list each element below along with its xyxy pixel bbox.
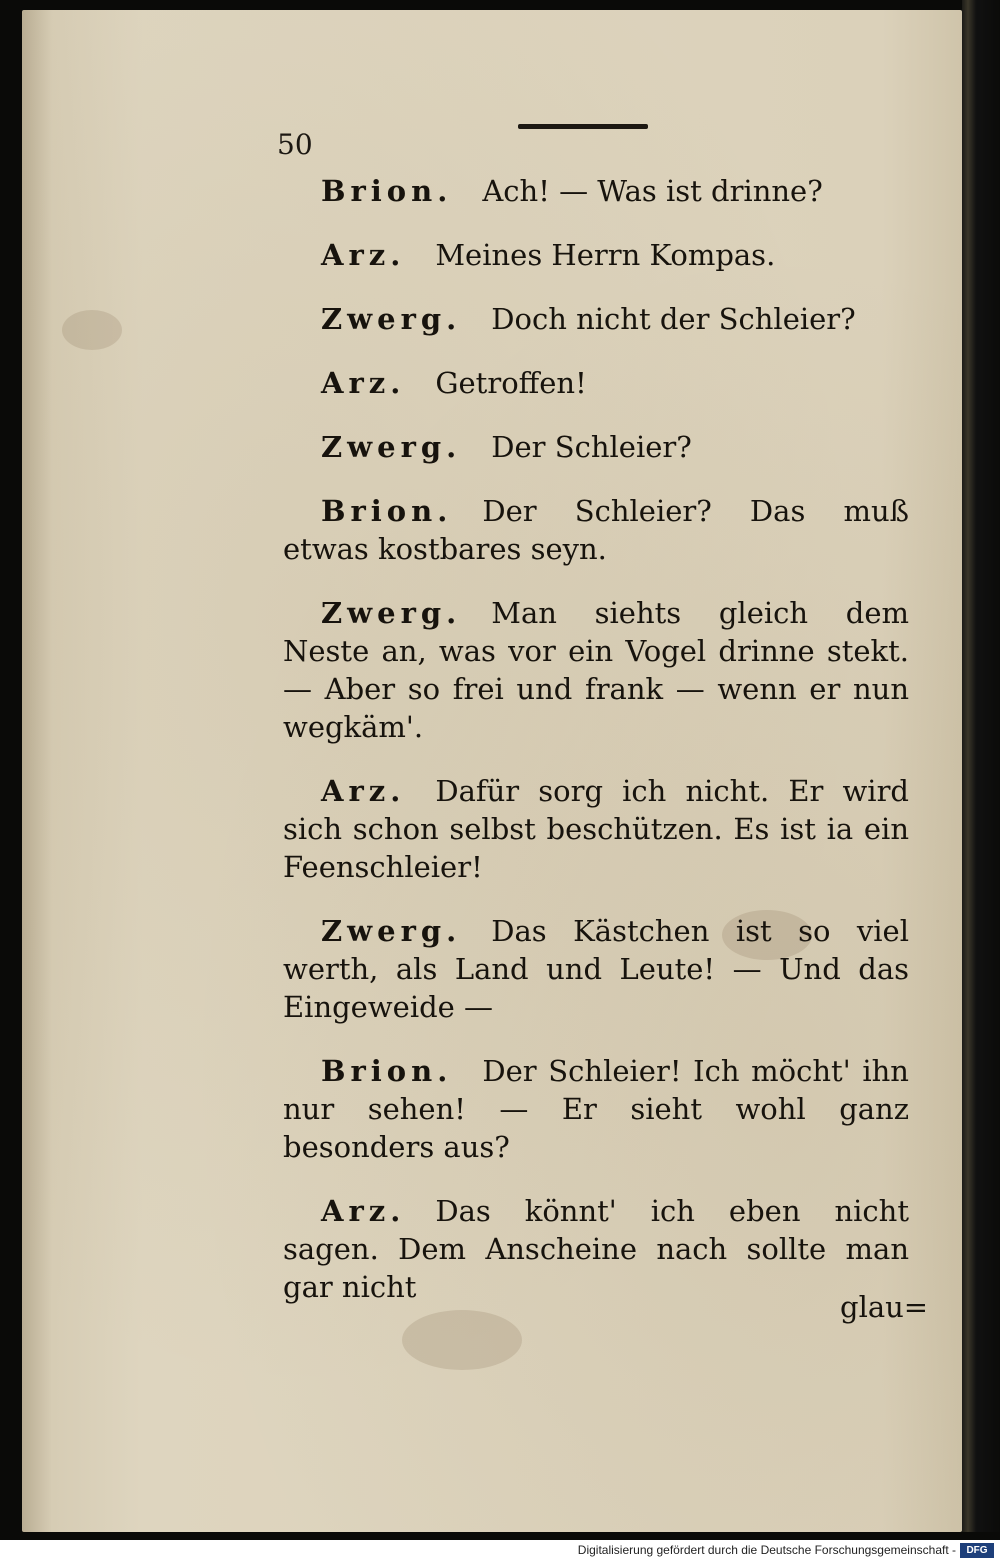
speech-7 [283, 594, 909, 746]
speaker-name: Arz. [321, 1194, 406, 1228]
speaker-name: Zwerg. [321, 302, 462, 336]
speaker-name: Arz. [321, 238, 406, 272]
digitization-footer [0, 1540, 1000, 1563]
speaker-name: Brion. [321, 1054, 453, 1088]
adjacent-page-edge [962, 0, 1000, 1532]
speech-6 [283, 492, 909, 568]
speech-5 [283, 428, 909, 466]
speech-text: Der Schleier! Ich möcht' ihn nur sehen! — Er sieht wohl ganz besonders aus? [283, 1054, 909, 1164]
speaker-name: Zwerg. [321, 596, 462, 630]
speech-text: Getroffen! [435, 366, 587, 400]
dialogue-text [283, 172, 909, 1332]
speech-11 [283, 1192, 909, 1306]
catchword: glau= [840, 1290, 929, 1324]
speech-10 [283, 1052, 909, 1166]
speech-1 [283, 172, 909, 210]
funding-notice: Digitalisierung gefördert durch die Deutsche Forschungsgemeinschaft - [577, 1543, 956, 1557]
speech-2 [283, 236, 909, 274]
speech-text: Der Schleier? Das muß etwas kostbares seyn. [283, 494, 909, 566]
speech-text: Meines Herrn Kompas. [435, 238, 776, 272]
speech-text: Ach! — Was ist drinne? [482, 174, 823, 208]
speech-8 [283, 772, 909, 886]
speech-text: Dafür sorg ich nicht. Er wird sich schon selbst beschützen. Es ist ia ein Feenschleier! [283, 774, 909, 884]
speech-text: Man siehts gleich dem Neste an, was vor ein Vogel drinne stekt. — Aber so frei und frank — wenn er nun wegkäm'. [283, 596, 909, 744]
speech-3 [283, 300, 909, 338]
header-rule [518, 124, 648, 129]
speech-text: Der Schleier? [491, 430, 692, 464]
speaker-name: Zwerg. [321, 430, 462, 464]
dfg-logo: DFG [960, 1543, 994, 1558]
speaker-name: Brion. [321, 494, 453, 528]
speech-9 [283, 912, 909, 1026]
speaker-name: Zwerg. [321, 914, 462, 948]
speech-text: Doch nicht der Schleier? [491, 302, 856, 336]
speech-4 [283, 364, 909, 402]
speech-text: Das könnt' ich eben nicht sagen. Dem Anscheine nach sollte man gar nicht [283, 1194, 909, 1304]
speaker-name: Brion. [321, 174, 453, 208]
speaker-name: Arz. [321, 774, 406, 808]
speech-text: Das Kästchen ist so viel werth, als Land und Leute! — Und das Eingeweide — [283, 914, 909, 1024]
page-number: 50 [277, 128, 313, 161]
speaker-name: Arz. [321, 366, 406, 400]
